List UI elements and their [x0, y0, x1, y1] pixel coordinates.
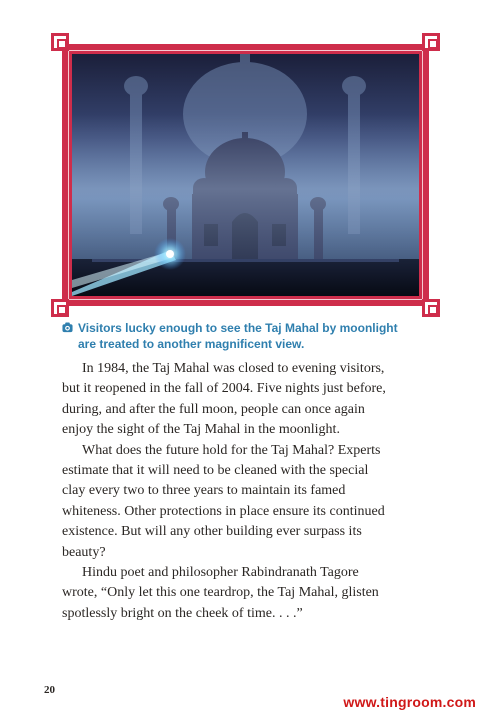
paragraph-line: during, and after the full moon, people can once again [62, 401, 365, 417]
photo-caption [62, 320, 432, 352]
paragraph-line: clay every two to three years to maintain its famed [62, 483, 346, 499]
body-text [62, 359, 432, 624]
watermark: www.tingroom.com [343, 694, 476, 710]
caption-line-text: Visitors lucky enough to see the Taj Mahal by moonlight [78, 321, 398, 335]
paragraph-line: existence. But will any other building ever surpass its [62, 524, 362, 540]
taj-mahal-moonlight-photo [72, 54, 419, 296]
paragraph-line: spotlessly bright on the cheek of time. . . .” [62, 605, 303, 621]
frame-corner-ornament [51, 299, 69, 317]
photo-frame [62, 44, 429, 306]
camera-icon [62, 322, 73, 333]
frame-corner-ornament [422, 33, 440, 51]
paragraph-line: In 1984, the Taj Mahal was closed to evening visitors, [82, 361, 385, 376]
frame-corner-ornament [422, 299, 440, 317]
page-number: 20 [44, 684, 55, 696]
caption-line: are treated to another magnificent view. [78, 337, 305, 351]
paragraph-line: enjoy the sight of the Taj Mahal in the moonlight. [62, 422, 340, 438]
paragraph-line: What does the future hold for the Taj Mahal? Experts [82, 442, 381, 458]
frame-corner-ornament [51, 33, 69, 51]
paragraph-line: wrote, “Only let this one teardrop, the Taj Mahal, glisten [62, 585, 379, 601]
paragraph-line: whiteness. Other protections in place ensure its continued [62, 503, 385, 519]
paragraph-line: beauty? [62, 544, 106, 560]
caption-line [62, 320, 432, 336]
paragraph-line: Hindu poet and philosopher Rabindranath Tagore [82, 565, 359, 581]
paragraph-line: but it reopened in the fall of 2004. Five nights just before, [62, 381, 386, 397]
paragraph-line: estimate that it will need to be cleaned with the special [62, 463, 369, 479]
